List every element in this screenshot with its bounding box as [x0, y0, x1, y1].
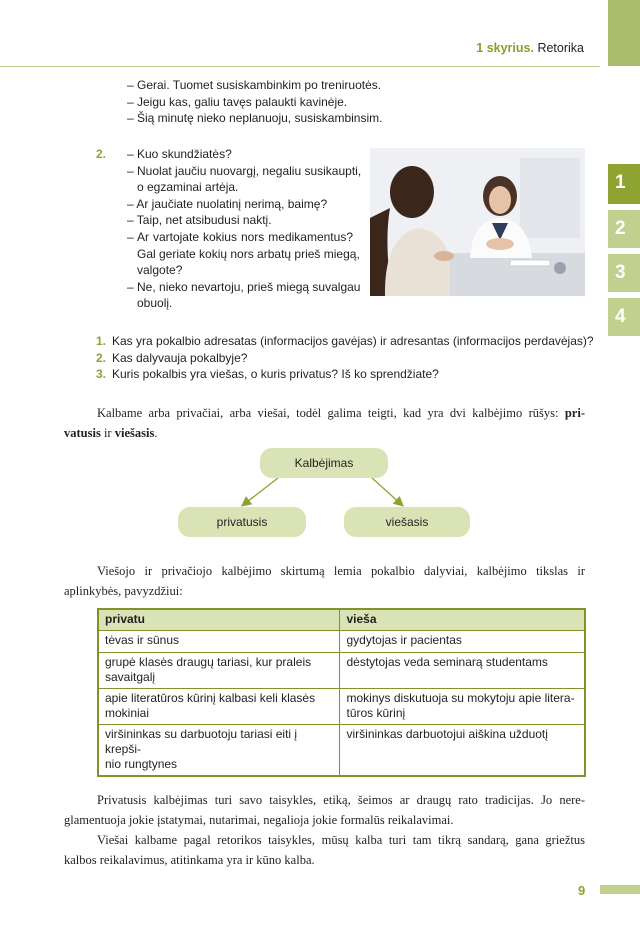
dialog-line: – Jeigu kas, galiu tavęs palaukti kavinėje.: [127, 94, 348, 109]
paragraph-difference: Viešojo ir privačiojo kalbėjimo skirtumą lemia pokalbio dalyviai, kalbėjimo tikslas ir aplinkybės, pavyzdžiui:: [64, 564, 585, 598]
comparison-table: [97, 608, 586, 777]
dialog-line: – Ne, nieko nevartoju, prieš miegą suvalgau: [127, 279, 361, 294]
table-cell: tėvas ir sūnus: [98, 631, 340, 653]
dialog-line: o egzaminai artėja.: [137, 180, 239, 195]
question-item: 3. Kuris pokalbis yra viešas, o kuris privatus? Iš ko sprendžiate?: [96, 367, 439, 382]
dialog-line: – Šią minutę nieko neplanuoju, susiskambinsim.: [127, 111, 383, 126]
chapter-number: 1 skyrius.: [476, 41, 534, 55]
table-cell: grupė klasės draugų tariasi, kur praleis savaitgalį: [98, 653, 340, 689]
table-row: [98, 689, 585, 725]
table-cell: viršininkas su darbuotoju tariasi eiti į krepši- nio rungtynes: [98, 725, 340, 777]
paragraph-rules: Privatusis kalbėjimas turi savo taisykles, etiką, šeimos ar draugų rato tradicijas. Jo nere- glamentuoja jokie įstatymai, nutarimai, negalioja jokie formalūs reikalavimai. Viešai kalbame pagal retorikos taisykles, mūsų kalba turi tam tikrą sandarą, gana griežtus kalbos reikalavimus, atitinkama yra ir kūno kalba.: [64, 793, 585, 867]
table-cell: dėstytojas veda seminarą studentams: [340, 653, 585, 689]
question-item: 2. Kas dalyvauja pokalbyje?: [96, 350, 248, 365]
dialog-line: – Gerai. Tuomet susiskambinkim po treniruotės.: [127, 78, 382, 92]
paragraph-types: Kalbame arba privačiai, arba viešai, todėl galima teigti, kad yra dvi kalbėjimo rūšys: pri- vatusis ir viešasis.: [64, 406, 585, 440]
table-header: vieša: [340, 609, 585, 631]
table-header: privatu: [98, 609, 340, 631]
chapter-tab-2[interactable]: 2: [608, 210, 640, 248]
arrow-left: [243, 478, 278, 505]
table-cell: apie literatūros kūrinį kalbasi keli klasės mokiniai: [98, 689, 340, 725]
dialog-line: valgote?: [137, 263, 183, 278]
dialog-number: 2.: [96, 147, 107, 161]
question-item: 1. Kas yra pokalbio adresatas (informacijos gavėjas) ir adresantas (informacijos perdavėjas)?: [96, 334, 594, 348]
table-cell: mokinys diskutuoja su mokytoju apie litera- tūros kūrinį: [340, 689, 585, 725]
table-cell: gydytojas ir pacientas: [340, 631, 585, 653]
footer-bar-decoration: [600, 885, 640, 894]
dialog-line: – Ar jaučiate nuolatinį nerimą, baimę?: [127, 196, 328, 211]
chapter-topic: Retorika: [537, 41, 584, 55]
chapter-tab-4[interactable]: 4: [608, 298, 640, 336]
dialog-line: – Taip, net atsibudusi naktį.: [127, 213, 272, 228]
diagram-private-box: privatusis: [178, 507, 306, 537]
chapter-tab-3[interactable]: 3: [608, 254, 640, 292]
table-row: [98, 725, 585, 777]
dialog-line: – Ar vartojate kokius nors medikamentus?: [127, 229, 353, 244]
dialog-line: obuolį.: [137, 296, 173, 311]
table-row: [98, 631, 585, 653]
table-cell: viršininkas darbuotojui aiškina užduotį: [340, 725, 585, 777]
page-number: 9: [578, 883, 586, 898]
table-row: [98, 653, 585, 689]
dialog-line: Gal geriate kokių nors arbatų prieš miegą,: [137, 246, 360, 261]
arrow-right: [372, 478, 402, 505]
diagram-public-box: viešasis: [344, 507, 470, 537]
diagram-root-box: Kalbėjimas: [260, 448, 388, 478]
chapter-tab-1[interactable]: 1: [608, 164, 640, 204]
dialog-line: – Kuo skundžiatės?: [127, 147, 232, 161]
dialog-line: – Nuolat jaučiu nuovargį, negaliu susikaupti,: [127, 163, 362, 178]
table-header-row: [98, 609, 585, 631]
